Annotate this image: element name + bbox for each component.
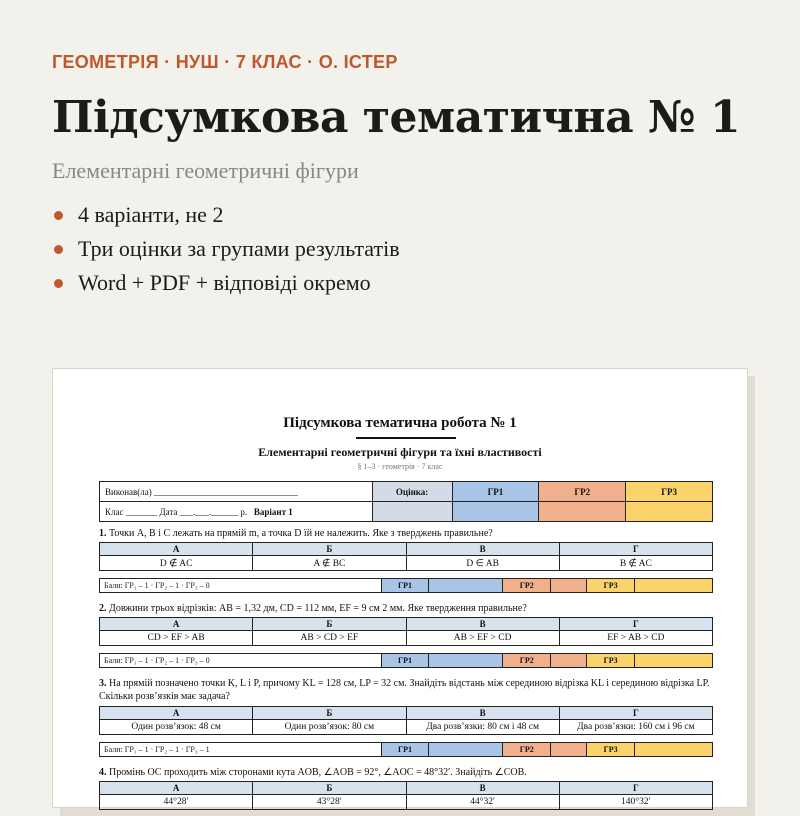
course-eyebrow: ГЕОМЕТРІЯ · НУШ · 7 КЛАС · О. ІСТЕР [52, 52, 398, 72]
gr3-tag: ГР3 [587, 579, 635, 593]
gr3-cell [635, 579, 713, 593]
option-cell: 140°32′ [559, 795, 712, 810]
question-2: 2. Довжини трьох відрізків: AB = 1,32 дм, CD = 112 мм, EF = 9 см 2 мм. Яке твердження правильне? [99, 603, 527, 614]
option-letter: Б [253, 618, 406, 631]
score-text: Бали: ГР₁ – 1 · ГР₂ – 1 · ГР₃ – 0 [100, 579, 382, 593]
gr1-tag: ГР1 [381, 654, 429, 668]
group-1-score-cell [452, 502, 539, 522]
gr3-tag: ГР3 [587, 743, 635, 757]
question-4: 4. Промінь OC проходить між сторонами кута AOB, ∠AOB = 92°, ∠AOC = 48°32′. Знайдіть ∠COB. [99, 767, 527, 778]
question-1: 1. Точки A, B і C лежать на прямій m, а точка D їй не належить. Яке з тверджень правильне? [99, 528, 493, 539]
option-letter: Б [253, 782, 406, 795]
question-4-options [99, 781, 713, 810]
option-letter: А [100, 618, 253, 631]
group-2-header: ГР2 [539, 482, 626, 502]
gr2-cell [551, 743, 587, 757]
option-cell: 44°28′ [100, 795, 253, 810]
option-cell: CD > EF > AB [100, 631, 253, 646]
question-1-options [99, 542, 713, 571]
score-text: Бали: ГР₁ – 1 · ГР₂ – 1 · ГР₃ – 0 [100, 654, 382, 668]
question-2-options [99, 617, 713, 646]
gr3-cell [635, 743, 713, 757]
option-cell: EF > AB > CD [559, 631, 712, 646]
option-letter: Г [559, 618, 712, 631]
feature-item [52, 270, 400, 304]
feature-text: 4 варіанти, не 2 [78, 202, 224, 227]
gr1-cell [429, 654, 503, 668]
gr2-tag: ГР2 [503, 743, 551, 757]
feature-text: Три оцінки за групами результатів [78, 236, 400, 261]
page-subtitle: Елементарні геометричні фігури [52, 158, 359, 183]
gr3-tag: ГР3 [587, 654, 635, 668]
option-cell: 43°28′ [253, 795, 406, 810]
option-letter: Г [559, 707, 712, 720]
grade-label: Оцінка: [372, 482, 452, 502]
bullet-dot-icon [54, 245, 63, 254]
option-cell: D ∉ AC [100, 556, 253, 571]
class-date-field [100, 502, 373, 522]
gr2-cell [551, 654, 587, 668]
option-cell: AB > EF > CD [406, 631, 559, 646]
option-letter: Б [253, 707, 406, 720]
bullet-dot-icon [54, 279, 63, 288]
option-letter: Г [559, 543, 712, 556]
option-cell: Два розв’язки: 80 см і 48 см [406, 720, 559, 735]
feature-list [52, 202, 400, 304]
group-3-header: ГР3 [626, 482, 713, 502]
variant-label: Варіант 1 [253, 506, 293, 517]
gr1-tag: ГР1 [381, 743, 429, 757]
option-letter: А [100, 707, 253, 720]
gr3-cell [635, 654, 713, 668]
gr1-cell [429, 579, 503, 593]
student-name-field: Виконав(ла) ________________________________ [100, 482, 373, 502]
page-title: Підсумкова тематична № 1 [52, 92, 741, 143]
option-cell: A ∉ BC [253, 556, 406, 571]
group-2-score-cell [539, 502, 626, 522]
gr2-tag: ГР2 [503, 579, 551, 593]
question-text: На прямій позначено точки K, L і P, причому KL = 128 см, LP = 32 см. Знайдіть відстань між серединою відрізка KL і серединою відрізка LP. Скільки розв’язків має задача? [99, 678, 710, 702]
question-2-score [99, 653, 713, 668]
feature-item [52, 236, 400, 270]
option-letter: А [100, 543, 253, 556]
option-cell: Два розв’язки: 160 см і 96 см [559, 720, 712, 735]
grade-blank [372, 502, 452, 522]
score-text: Бали: ГР₁ – 1 · ГР₂ – 1 · ГР₃ – 1 [100, 743, 382, 757]
question-text: Точки A, B і C лежать на прямій m, а точка D їй не належить. Яке з тверджень правильне? [109, 528, 493, 539]
option-letter: Г [559, 782, 712, 795]
question-3-options [99, 706, 713, 735]
option-cell: 44°32′ [406, 795, 559, 810]
feature-text: Word + PDF + відповіді окремо [78, 270, 371, 295]
option-cell: AB > CD > EF [253, 631, 406, 646]
option-letter: В [406, 782, 559, 795]
option-letter: В [406, 618, 559, 631]
gr1-cell [429, 743, 503, 757]
gr2-cell [551, 579, 587, 593]
gr2-tag: ГР2 [503, 654, 551, 668]
option-letter: В [406, 543, 559, 556]
feature-item [52, 202, 400, 236]
option-cell: D ∈ AB [406, 556, 559, 571]
option-letter: Б [253, 543, 406, 556]
group-3-score-cell [626, 502, 713, 522]
grade-header-table [99, 481, 713, 522]
option-letter: В [406, 707, 559, 720]
class-date-text: Клас _______ Дата ___.___.______ р. [105, 506, 248, 517]
worksheet-subtitle: Елементарні геометричні фігури та їхні властивості [258, 445, 542, 459]
option-cell: Один розв’язок: 80 см [253, 720, 406, 735]
worksheet-title: Підсумкова тематична робота № 1 [283, 415, 517, 431]
group-1-header: ГР1 [452, 482, 539, 502]
question-text: Промінь OC проходить між сторонами кута AOB, ∠AOB = 92°, ∠AOC = 48°32′. Знайдіть ∠COB. [109, 767, 527, 778]
question-3: 3. На прямій позначено точки K, L і P, причому KL = 128 см, LP = 32 см. Знайдіть відстань між серединою відрізка KL і серединою відрізка LP. Скільки розв’язків має задача? [99, 678, 710, 702]
option-cell: Один розв’язок: 48 см [100, 720, 253, 735]
question-text: Довжини трьох відрізків: AB = 1,32 дм, CD = 112 мм, EF = 9 см 2 мм. Яке твердження правильне? [109, 603, 527, 614]
option-cell: B ∉ AC [559, 556, 712, 571]
title-underline [356, 437, 456, 439]
option-letter: А [100, 782, 253, 795]
worksheet-preview [52, 368, 748, 808]
question-1-score [99, 578, 713, 593]
gr1-tag: ГР1 [381, 579, 429, 593]
bullet-dot-icon [54, 211, 63, 220]
worksheet-section: § 1–3 · геометрія · 7 клас [357, 462, 443, 471]
question-3-score [99, 742, 713, 757]
